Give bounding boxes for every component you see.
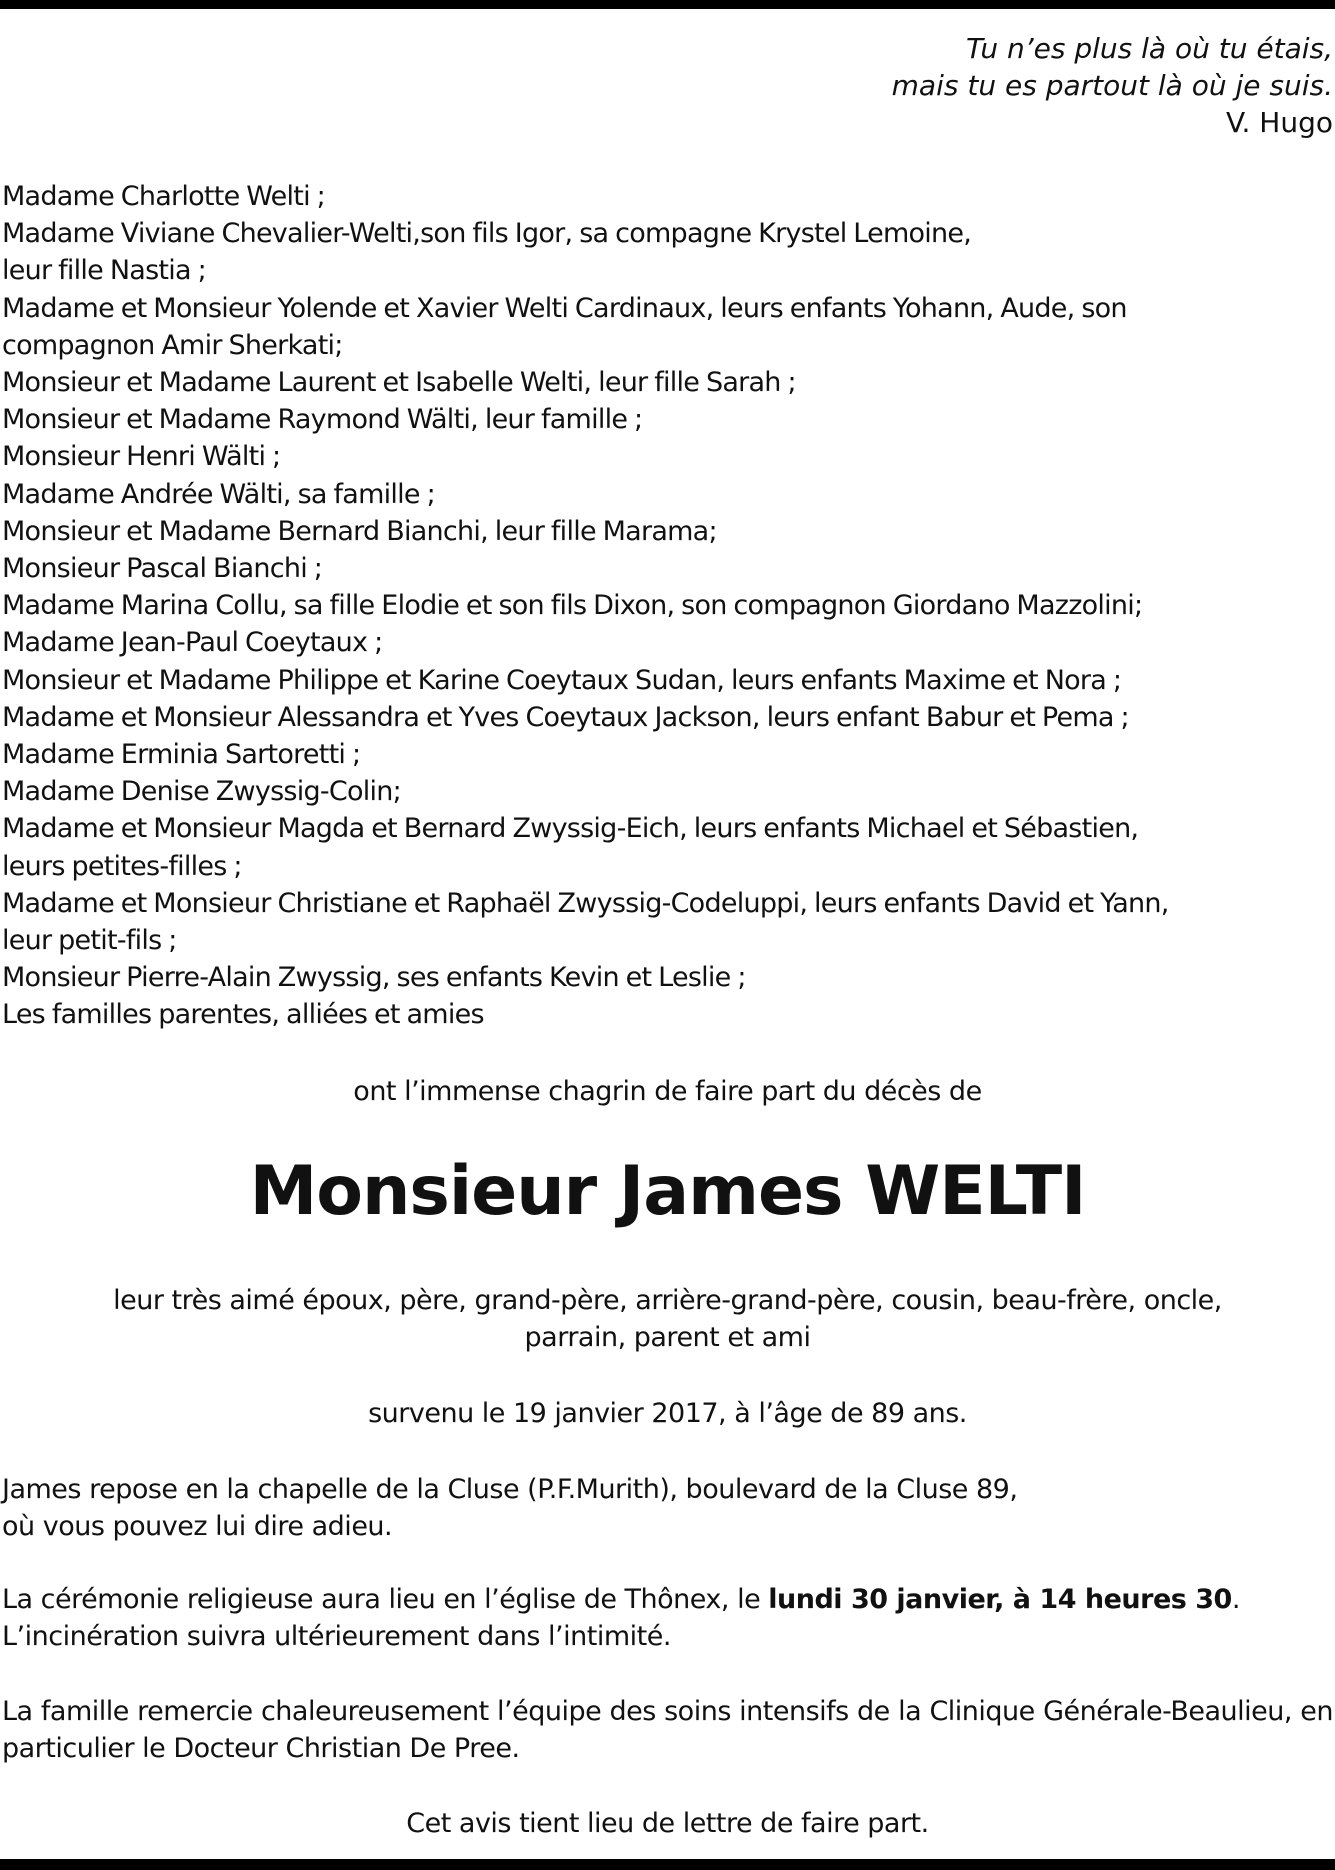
mourner-line: Madame Charlotte Welti ;	[2, 181, 326, 212]
mourner-line: Madame Denise Zwyssig-Colin;	[2, 776, 401, 808]
repose-line: où vous pouvez lui dire adieu.	[2, 1511, 393, 1542]
mourner-line: Monsieur Pascal Bianchi ;	[2, 553, 323, 585]
mourner-line: Madame Viviane Chevalier-Welti,son fils Igor, sa compagne Krystel Lemoine,	[2, 218, 972, 250]
mourner-line: Monsieur et Madame Philippe et Karine Coeytaux Sudan, leurs enfants Maxime et Nora ;	[2, 664, 1122, 696]
mourner-line: Monsieur et Madame Laurent et Isabelle Welti, leur fille Sarah ;	[2, 367, 796, 399]
relation-description	[0, 1282, 1335, 1356]
repose-paragraph	[2, 1471, 1333, 1545]
mourner-line: Les familles parentes, alliées et amies	[2, 999, 484, 1031]
quote-line: Tu n’es plus là où tu étais,	[966, 32, 1333, 65]
mourner-line: Madame et Monsieur Alessandra et Yves Coeytaux Jackson, leurs enfant Babur et Pema ;	[2, 701, 1129, 733]
mourner-line: compagnon Amir Sherkati;	[2, 329, 343, 361]
mourner-line: Monsieur Pierre-Alain Zwyssig, ses enfants Kevin et Leslie ;	[2, 962, 746, 994]
mourner-line: Monsieur Henri Wälti ;	[2, 441, 281, 473]
relation-line: leur très aimé époux, père, grand-père, arrière-grand-père, cousin, beau-frère, oncle,	[113, 1285, 1222, 1316]
ceremony-punctuation: .	[1231, 1584, 1240, 1615]
mourner-line: Monsieur et Madame Bernard Bianchi, leur fille Marama;	[2, 515, 717, 547]
mourner-line: Monsieur et Madame Raymond Wälti, leur famille ;	[2, 404, 643, 436]
mourner-line: Madame Marina Collu, sa fille Elodie et son fils Dixon, son compagnon Giordano Mazzolini;	[2, 590, 1143, 622]
mourner-line: Madame Andrée Wälti, sa famille ;	[2, 478, 435, 510]
relation-line: parrain, parent et ami	[524, 1322, 811, 1353]
quote-line: mais tu es partout là où je suis.	[891, 69, 1333, 102]
closing-note: Cet avis tient lieu de lettre de faire part.	[406, 1808, 929, 1839]
mourners-list	[2, 178, 1332, 1034]
thanks-paragraph: La famille remercie chaleureusement l’équipe des soins intensifs de la Clinique Générale-Beaulieu, en particulier le Docteur Christian De Pree.	[2, 1696, 1333, 1764]
mourner-line: Madame et Monsieur Magda et Bernard Zwyssig-Eich, leurs enfants Michael et Sébastien,	[2, 813, 1139, 845]
quote-author: V. Hugo	[1225, 106, 1333, 139]
top-border	[0, 0, 1335, 9]
epigraph-quote	[892, 30, 1333, 141]
announcement: ont l’immense chagrin de faire part du décès de	[353, 1076, 982, 1107]
ceremony-text: La cérémonie religieuse aura lieu en l’église de Thônex, le	[2, 1584, 769, 1615]
cremation-line: L’incinération suivra ultérieurement dans l’intimité.	[2, 1621, 671, 1652]
mourner-line: leur fille Nastia ;	[2, 255, 206, 287]
date-of-death: survenu le 19 janvier 2017, à l’âge de 89 ans.	[368, 1398, 967, 1429]
mourner-line: Madame et Monsieur Yolende et Xavier Welti Cardinaux, leurs enfants Yohann, Aude, son	[2, 292, 1127, 324]
bottom-border	[0, 1859, 1335, 1870]
ceremony-line	[2, 1581, 1333, 1618]
deceased-name: Monsieur James WELTI	[249, 1152, 1086, 1231]
mourner-line: leur petit-fils ;	[2, 925, 177, 957]
mourner-line: leurs petites-filles ;	[2, 850, 242, 882]
mourner-line: Madame Jean-Paul Coeytaux ;	[2, 627, 383, 659]
repose-line: James repose en la chapelle de la Cluse (P.F.Murith), boulevard de la Cluse 89,	[2, 1474, 1018, 1505]
ceremony-datetime: lundi 30 janvier, à 14 heures 30	[768, 1584, 1232, 1615]
ceremony-paragraph	[2, 1581, 1333, 1655]
mourner-line: Madame et Monsieur Christiane et Raphaël Zwyssig-Codeluppi, leurs enfants David et Yann,	[2, 887, 1169, 919]
mourner-line: Madame Erminia Sartoretti ;	[2, 739, 361, 771]
